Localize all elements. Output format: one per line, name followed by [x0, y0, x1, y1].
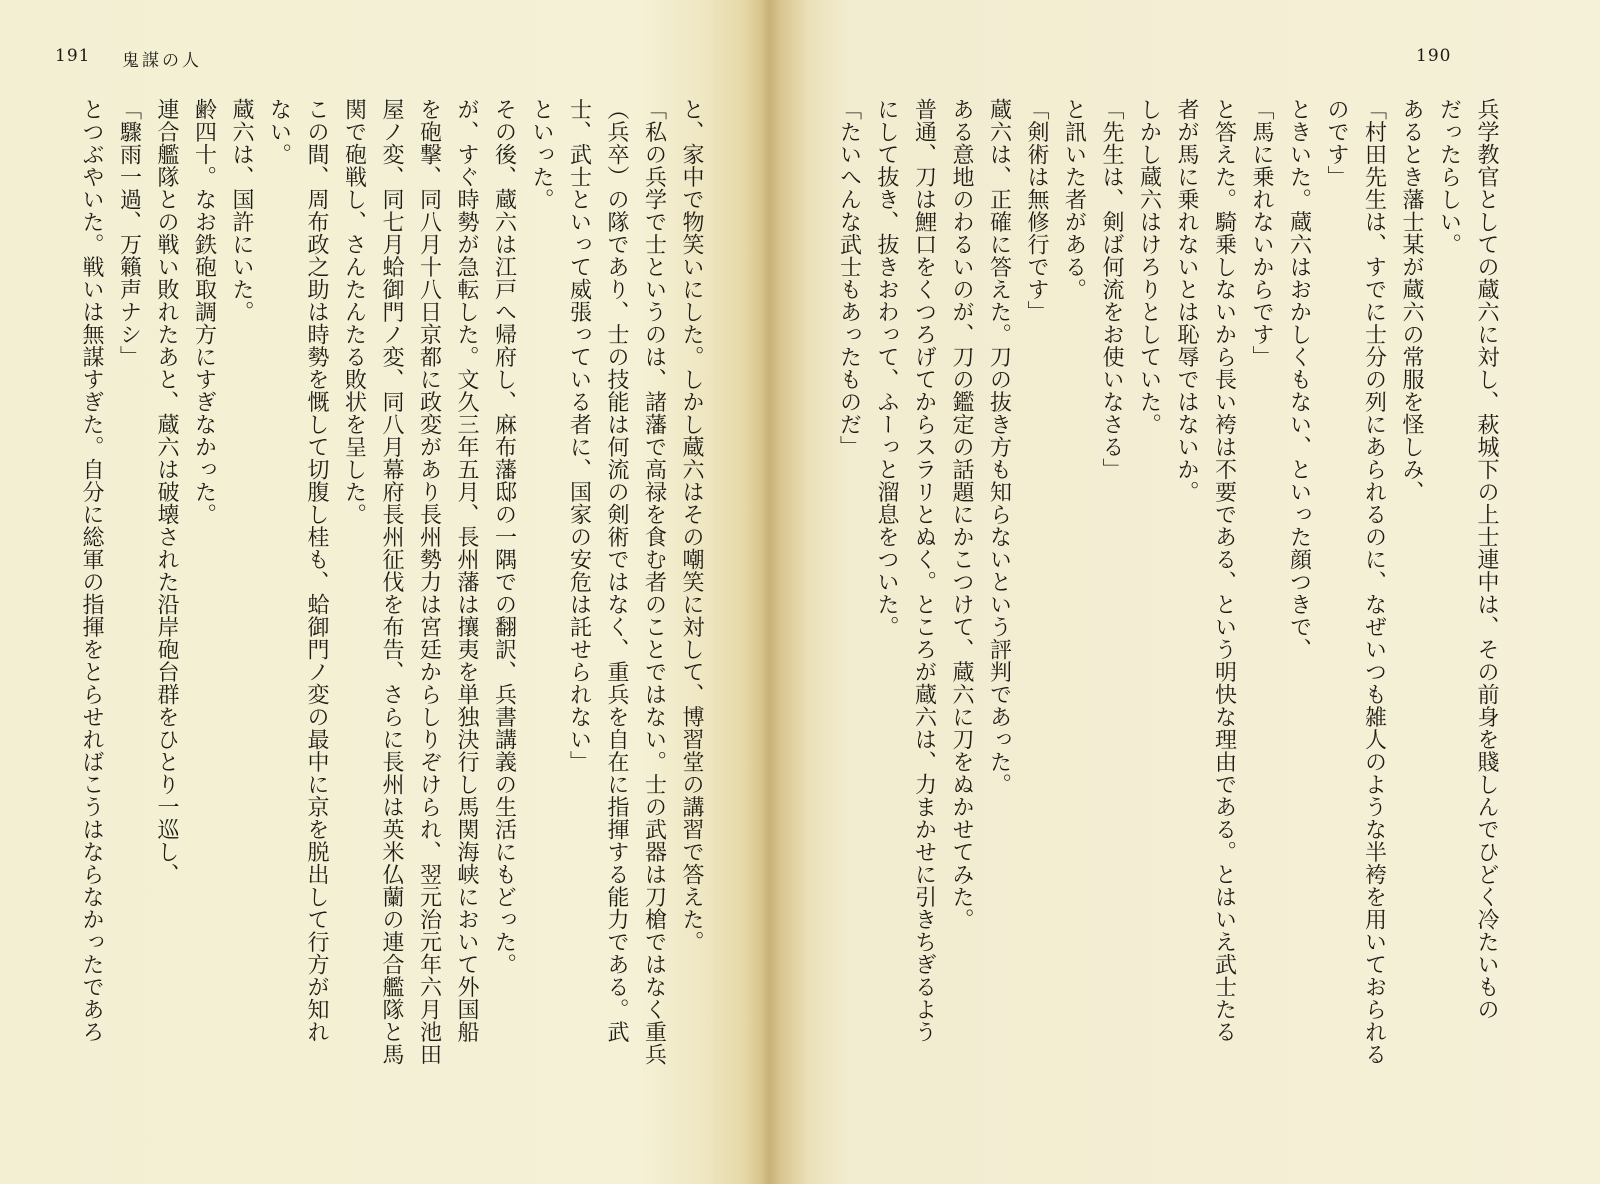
text-line: 「私の兵学で士というのは、諸藩で高禄を食む者のことではない。士の武器は刀槍ではなく重兵 [641, 98, 667, 1066]
text-line: その後、蔵六は江戸へ帰府し、麻布藩邸の一隅での翻訳、兵書講義の生活にもどった。 [491, 98, 517, 976]
text-line: 士、武士といって威張っている者に、国家の安危は託せられない」 [566, 98, 592, 773]
text-line: ときいた。蔵六はおかしくもない、といった顔つきで、 [1286, 98, 1312, 661]
text-line: 兵学教官としての蔵六に対し、萩城下の上士連中は、その前身を賤しんでひどく冷たいもの [1474, 98, 1499, 1021]
left-page [0, 0, 760, 1184]
text-line: といった。 [529, 98, 554, 211]
text-line: 者が馬に乗れないとは恥辱ではないか。 [1174, 98, 1199, 503]
text-line: が、すぐ時勢が急転した。文久三年五月、長州藩は攘夷を単独決行し馬関海峡において外国船 [454, 98, 479, 1043]
text-line: のです」 [1324, 98, 1349, 188]
text-line: 連合艦隊との戦い敗れたあと、蔵六は破壊された沿岸砲台群をひとり一巡し、 [154, 98, 179, 886]
left-page-number: 191 [55, 46, 91, 66]
right-page [770, 0, 1600, 1184]
text-line: 「驟雨一過、万籟声ナシ」 [116, 98, 142, 368]
text-line: だったらしい。 [1436, 98, 1462, 256]
text-line: 蔵六は、正確に答えた。刀の抜き方も知らないという評判であった。 [986, 98, 1012, 796]
text-line: 「たいへんな武士もあったものだ」 [836, 98, 862, 458]
text-line: この間、周布政之助は時勢を慨して切腹し桂も、蛤御門ノ変の最中に京を脱出して行方が知れ [304, 98, 329, 1043]
text-line: 「剣術は無修行です」 [1024, 98, 1049, 323]
text-line: ある意地のわるいのが、刀の鑑定の話題にかこつけて、蔵六に刀をぬかせてみた。 [949, 98, 974, 931]
text-line: とつぶやいた。戦いは無謀すぎた。自分に総軍の指揮をとらせればこうはならなかったであろ [79, 98, 104, 1043]
text-line: あるとき藩士某が蔵六の常服を怪しみ、 [1399, 98, 1424, 503]
text-line: 「先生は、剣ば何流をお使いなさる」 [1099, 98, 1124, 481]
text-line: にして抜き、抜きおわって、ふーっと溜息をついた。 [874, 98, 899, 638]
text-line: を砲撃、同八月十八日京都に政変があり長州勢力は宮廷からしりぞけられ、翌元治元年六月池田 [416, 98, 442, 1066]
text-line: 普通、刀は鯉口をくつろげてからスラリとぬく。ところが蔵六は、力まかせに引きちぎるよう [911, 98, 937, 1043]
running-head: 鬼謀の人 [122, 51, 202, 71]
left-page-body [50, 98, 710, 1158]
text-line: と答えた。騎乗しないから長い袴は不要である、という明快な理由である。とはいえ武士たる [1211, 98, 1237, 1043]
text-line: 齢四十。なお鉄砲取調方にすぎなかった。 [191, 98, 217, 526]
text-line: 関で砲戦し、さんたんたる敗状を呈した。 [341, 98, 367, 526]
text-line: 「馬に乗れないからです」 [1249, 98, 1274, 368]
text-line: ない。 [266, 98, 292, 166]
text-line: 屋ノ変、同七月蛤御門ノ変、同八月幕府長州征伐を布告、さらに長州は英米仏蘭の連合艦隊と馬 [379, 98, 404, 1066]
text-line: と訊いた者がある。 [1061, 98, 1087, 301]
text-line: と、家中で物笑いにした。しかし蔵六はその嘲笑に対して、博習堂の講習で答えた。 [679, 98, 704, 953]
right-page-body [795, 98, 1505, 1158]
text-line: しかし蔵六はけろりとしていた。 [1136, 98, 1162, 436]
text-line: 蔵六は、国許にいた。 [229, 98, 254, 323]
text-line: （兵卒）の隊であり、士の技能は何流の剣術ではなく、重兵を自在に指揮する能力である。武 [604, 98, 629, 1043]
text-line: 「村田先生は、すでに士分の列にあられるのに、なぜいつも雑人のような半袴を用いておられる [1361, 98, 1387, 1066]
right-page-number: 190 [1416, 46, 1452, 66]
